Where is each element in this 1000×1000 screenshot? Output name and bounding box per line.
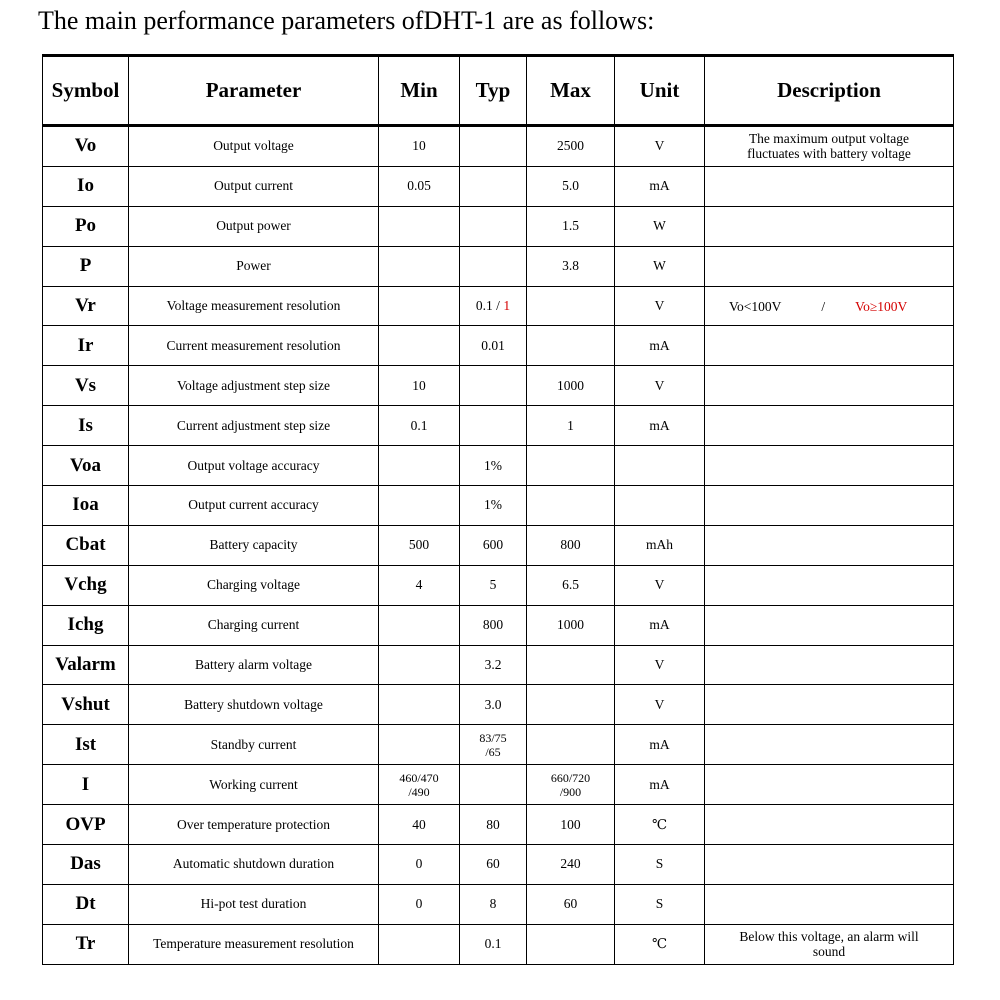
table-row [43,366,954,406]
cell-unit: ℃ [615,924,705,964]
desc-low: Vo<100V [729,298,782,314]
cell-parameter: Hi-pot test duration [129,884,379,924]
cell-min [379,605,460,645]
cell-unit: mA [615,406,705,446]
cell-parameter: Charging voltage [129,565,379,605]
cell-unit: ℃ [615,805,705,845]
cell-unit: V [615,286,705,326]
cell-description [705,486,954,526]
cell-typ: 1% [460,446,527,486]
cell-max: 5.0 [527,166,615,206]
table-row [43,685,954,725]
table-row [43,765,954,805]
cell-description [705,206,954,246]
cell-parameter: Power [129,246,379,286]
table-row [43,605,954,645]
cell-unit: mA [615,725,705,765]
cell-description [705,326,954,366]
cell-min [379,486,460,526]
cell-parameter: Output current [129,166,379,206]
cell-parameter: Output voltage accuracy [129,446,379,486]
cell-min [379,725,460,765]
cell-unit: mA [615,166,705,206]
cell-unit [615,486,705,526]
cell-typ: 5 [460,565,527,605]
cell-unit: mA [615,326,705,366]
cell-unit: mA [615,765,705,805]
cell-unit: V [615,366,705,406]
cell-parameter: Output current accuracy [129,486,379,526]
cell-typ [460,286,527,326]
cell-unit: mAh [615,525,705,565]
cell-description [705,286,954,326]
cell-max: 3.8 [527,246,615,286]
cell-description [705,845,954,885]
cell-symbol: Ir [43,326,129,366]
cell-min: 10 [379,126,460,167]
cell-typ [460,246,527,286]
cell-unit: V [615,685,705,725]
cell-description [705,805,954,845]
desc-high: Vo≥100V [855,298,908,314]
cell-unit: V [615,645,705,685]
cell-max: 60 [527,884,615,924]
table-row [43,126,954,167]
cell-parameter: Battery alarm voltage [129,645,379,685]
cell-max [527,486,615,526]
cell-description [705,725,954,765]
cell-typ: 1% [460,486,527,526]
cell-parameter: Standby current [129,725,379,765]
desc-sep: / [821,298,826,314]
cell-parameter: Output power [129,206,379,246]
cell-unit [615,446,705,486]
header-max: Max [527,56,615,126]
cell-symbol: Ioa [43,486,129,526]
cell-symbol: Vo [43,126,129,167]
cell-unit: mA [615,605,705,645]
cell-description [705,366,954,406]
cell-min [379,246,460,286]
cell-symbol: Cbat [43,525,129,565]
cell-max: 240 [527,845,615,885]
cell-min: 0.1 [379,406,460,446]
cell-description [705,565,954,605]
cell-symbol: Dt [43,884,129,924]
cell-unit: S [615,845,705,885]
cell-symbol: P [43,246,129,286]
cell-description [705,685,954,725]
cell-description [705,605,954,645]
header-typ: Typ [460,56,527,126]
cell-symbol: Is [43,406,129,446]
cell-max: 800 [527,525,615,565]
cell-description [705,525,954,565]
cell-parameter: Automatic shutdown duration [129,845,379,885]
cell-symbol: Das [43,845,129,885]
cell-parameter: Battery capacity [129,525,379,565]
cell-parameter: Over temperature protection [129,805,379,845]
cell-max [527,924,615,964]
cell-symbol: Vs [43,366,129,406]
cell-description: Below this voltage, an alarm will sound [705,924,954,964]
cell-description [705,166,954,206]
cell-symbol: OVP [43,805,129,845]
cell-typ: 800 [460,605,527,645]
cell-symbol: Voa [43,446,129,486]
table-row [43,286,954,326]
table-row [43,406,954,446]
cell-max: 100 [527,805,615,845]
cell-max: 1 [527,406,615,446]
page-title: The main performance parameters ofDHT-1 are as follows: [38,6,655,35]
cell-typ [460,166,527,206]
cell-typ [460,366,527,406]
cell-unit: W [615,206,705,246]
cell-min [379,326,460,366]
typ-value: 0.1 / [475,298,504,313]
table-row [43,565,954,605]
cell-min: 500 [379,525,460,565]
typ-value-alt: 1 [503,298,511,313]
header-description: Description [705,56,954,126]
cell-description [705,406,954,446]
cell-parameter: Battery shutdown voltage [129,685,379,725]
cell-typ: 83/75 /65 [460,725,527,765]
cell-description [705,884,954,924]
cell-typ: 8 [460,884,527,924]
parameters-table [42,54,954,965]
cell-max [527,326,615,366]
cell-description [705,765,954,805]
table-row [43,166,954,206]
cell-parameter: Voltage adjustment step size [129,366,379,406]
cell-symbol: Ichg [43,605,129,645]
cell-typ [460,406,527,446]
cell-typ [460,126,527,167]
cell-symbol: Vchg [43,565,129,605]
table-row [43,645,954,685]
cell-typ: 3.0 [460,685,527,725]
cell-min: 0.05 [379,166,460,206]
cell-min [379,206,460,246]
cell-max: 1000 [527,605,615,645]
cell-max [527,685,615,725]
table-row [43,805,954,845]
cell-typ: 60 [460,845,527,885]
cell-typ: 80 [460,805,527,845]
cell-min [379,685,460,725]
cell-parameter: Current measurement resolution [129,326,379,366]
cell-max [527,645,615,685]
header-unit: Unit [615,56,705,126]
cell-unit: S [615,884,705,924]
cell-min [379,286,460,326]
table-row [43,924,954,964]
cell-min: 40 [379,805,460,845]
cell-min: 460/470 /490 [379,765,460,805]
cell-description: The maximum output voltage fluctuates with battery voltage [705,126,954,167]
cell-min: 0 [379,845,460,885]
cell-symbol: I [43,765,129,805]
cell-min: 10 [379,366,460,406]
cell-parameter: Working current [129,765,379,805]
table-row [43,446,954,486]
cell-min [379,446,460,486]
table-row [43,845,954,885]
cell-min [379,924,460,964]
header-parameter: Parameter [129,56,379,126]
cell-unit: V [615,126,705,167]
table-row [43,246,954,286]
cell-min: 0 [379,884,460,924]
cell-max: 1000 [527,366,615,406]
cell-min: 4 [379,565,460,605]
cell-max: 6.5 [527,565,615,605]
cell-max [527,725,615,765]
cell-typ [460,206,527,246]
cell-typ: 0.1 [460,924,527,964]
cell-description [705,446,954,486]
table-row [43,326,954,366]
cell-unit: V [615,565,705,605]
cell-typ: 600 [460,525,527,565]
cell-symbol: Tr [43,924,129,964]
table-row [43,884,954,924]
cell-parameter: Charging current [129,605,379,645]
cell-parameter: Current adjustment step size [129,406,379,446]
table-header-row [43,56,954,126]
cell-unit: W [615,246,705,286]
cell-symbol: Io [43,166,129,206]
cell-typ: 3.2 [460,645,527,685]
cell-parameter: Temperature measurement resolution [129,924,379,964]
cell-description [705,246,954,286]
cell-typ: 0.01 [460,326,527,366]
cell-symbol: Po [43,206,129,246]
header-symbol: Symbol [43,56,129,126]
cell-symbol: Ist [43,725,129,765]
cell-symbol: Vshut [43,685,129,725]
cell-max [527,446,615,486]
cell-description [705,645,954,685]
cell-max [527,286,615,326]
cell-symbol: Vr [43,286,129,326]
table-row [43,525,954,565]
cell-max: 2500 [527,126,615,167]
cell-min [379,645,460,685]
table-row [43,206,954,246]
cell-parameter: Voltage measurement resolution [129,286,379,326]
table-row [43,725,954,765]
table-row [43,486,954,526]
cell-max: 660/720 /900 [527,765,615,805]
header-min: Min [379,56,460,126]
cell-parameter: Output voltage [129,126,379,167]
cell-typ [460,765,527,805]
cell-symbol: Valarm [43,645,129,685]
cell-max: 1.5 [527,206,615,246]
